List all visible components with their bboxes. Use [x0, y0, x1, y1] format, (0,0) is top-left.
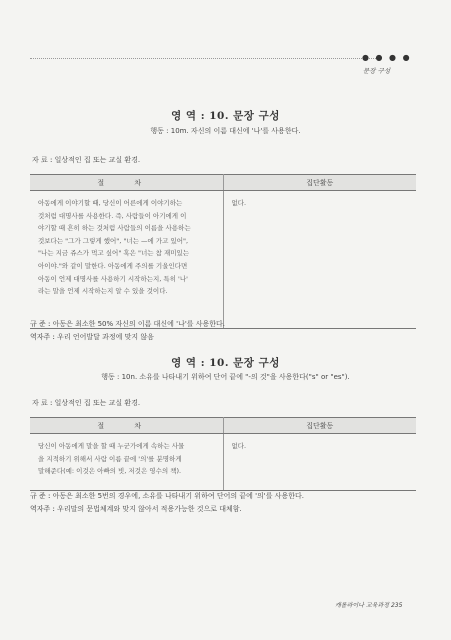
- header-rule: [30, 58, 380, 59]
- criterion-text: 아동은 최소한 5번의 경우에, 소유를 나타내기 위하여 단어의 끝에 '의'를 사용한다.: [52, 492, 304, 500]
- procedure-line: "나는 지금 쥬스가 먹고 싶어" 혹은 "너는 참 재미있는: [38, 249, 190, 258]
- material-label: 자 료 :: [32, 156, 55, 164]
- procedure-line: 아동에게 이야기할 때, 당신이 어른에게 이야기하는: [38, 199, 183, 207]
- header-dots: ● ● ● ●: [362, 53, 412, 62]
- group-activity-header: 집단활동: [223, 175, 416, 191]
- translator-note: [30, 503, 242, 516]
- criterion-label: 규 준 :: [30, 492, 53, 500]
- activity-table: [30, 417, 416, 491]
- behavior-line: 행동 : 10n. 소유를 나타내기 위하여 단어 끝에 "-의 것"을 사용한다("s" or "es").: [101, 373, 350, 381]
- translator-text: 우리 언어발달 과정에 맞지 않음: [57, 333, 154, 341]
- criterion-text: 아동은 최소한 50% 자신의 이름 대신에 '나'를 사용한다.: [52, 320, 226, 328]
- material-line: [32, 398, 140, 408]
- section-title: 영 역 : 10. 문장 구성: [171, 110, 280, 122]
- page-footer: 캐롤라이나 교육과정 235: [335, 602, 403, 609]
- section-title: 영 역 : 10. 문장 구성: [171, 357, 280, 369]
- procedure-cell: [30, 191, 226, 329]
- translator-label: 역자주 :: [30, 333, 58, 341]
- procedure-line: 것보다는 "그가 그렇게 했어", "너는 —에 가고 있어",: [38, 236, 189, 245]
- running-header: 문장 구성: [363, 67, 391, 75]
- procedure-line: 라는 말을 언제 시작하는지 알 수 있을 것이다.: [38, 287, 168, 296]
- material-text: 일상적인 집 또는 교실 환경.: [54, 399, 141, 407]
- procedure-line: 아이야."와 같이 말한다. 아동에게 주의를 기울인다면: [38, 261, 188, 270]
- procedure-line: 야기할 때 흔히 하는 것처럼 사람들의 이름을 사용하는: [38, 224, 191, 233]
- translator-note: [30, 331, 154, 344]
- procedure-header: 절 차: [30, 175, 223, 191]
- material-text: 일상적인 집 또는 교실 환경.: [54, 156, 141, 164]
- criterion-label: 규 준 :: [30, 320, 53, 328]
- procedure-cell: [30, 434, 223, 491]
- procedure-line: 을 지적하기 위해서 사람 이름 끝에 '의'를 분명하게: [38, 454, 182, 463]
- translator-text: 우리말의 문법체계와 맞지 않아서 적용가능한 것으로 대체함.: [57, 505, 242, 513]
- procedure-header: 절 차: [30, 418, 223, 434]
- activity-table: [30, 174, 416, 329]
- procedure-line: 말해준다(예: 이것은 아빠의 빗, 저것은 영수의 책).: [38, 467, 182, 476]
- procedure-line: 당신이 아동에게 말을 할 때 누군가에게 속하는 사물: [38, 442, 185, 450]
- behavior-line: 행동 : 10m. 자신의 이름 대신에 '나'를 사용한다.: [150, 127, 301, 135]
- translator-label: 역자주 :: [30, 505, 58, 513]
- group-activity-cell: 없다.: [223, 191, 416, 329]
- material-line: [32, 155, 140, 165]
- group-activity-cell: 없다.: [223, 434, 416, 491]
- material-label: 자 료 :: [32, 399, 55, 407]
- procedure-line: 것처럼 대명사를 사용한다. 즉, 사람들이 아기에게 이: [38, 211, 187, 220]
- criterion-line: [30, 318, 225, 331]
- procedure-line: 아동이 언제 대명사를 사용하기 시작하는지, 특히 '나': [38, 274, 188, 283]
- criterion-line: [30, 490, 304, 503]
- group-activity-header: 집단활동: [223, 418, 416, 434]
